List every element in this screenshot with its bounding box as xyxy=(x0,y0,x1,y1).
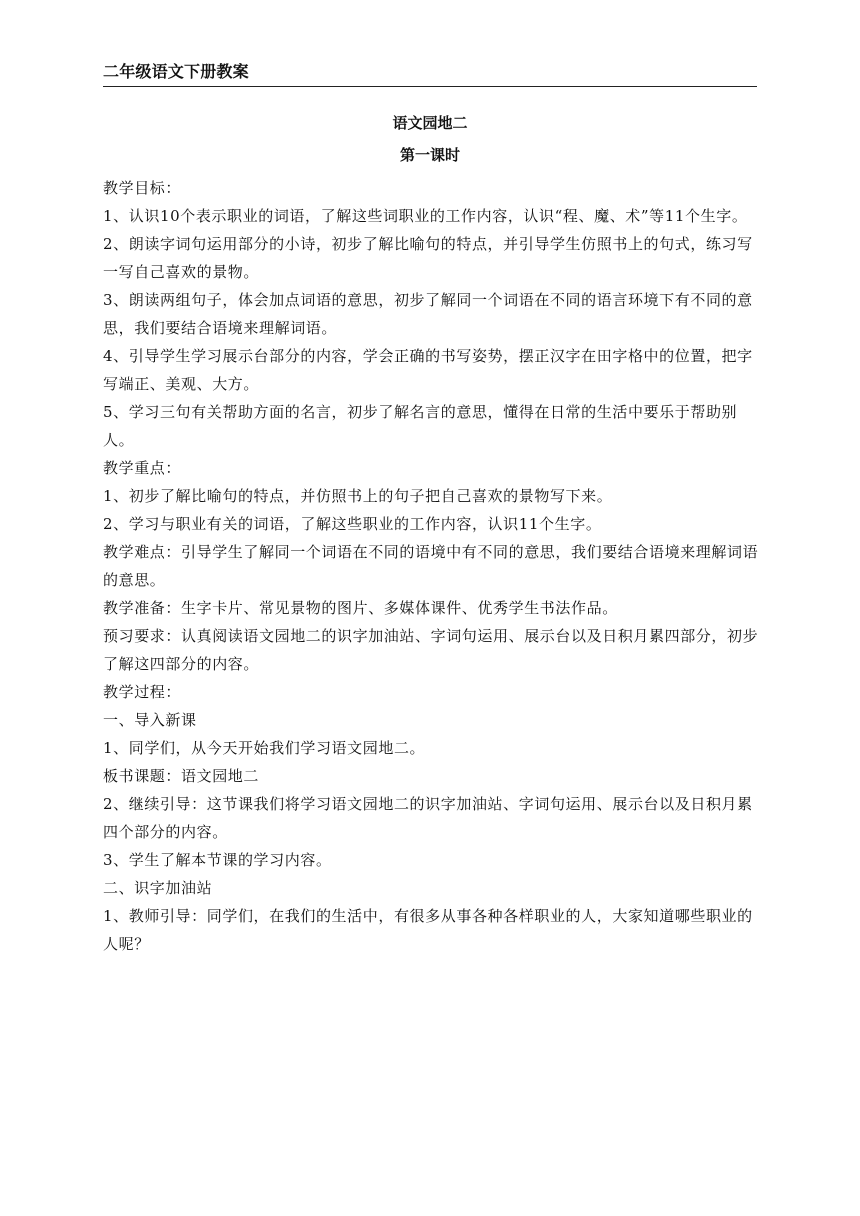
paragraph: 1、认识10个表示职业的词语，了解这些词职业的工作内容，认识“程、魔、术”等11个生字。 xyxy=(103,207,748,225)
section-heading-objectives: 教学目标： xyxy=(103,179,182,197)
section-heading-key-points: 教学重点： xyxy=(103,459,182,477)
paragraph-difficulties: 教学难点：引导学生了解同一个词语在不同的语境中有不同的意思，我们要结合语境来理解词语的意思。 xyxy=(103,543,759,589)
paragraph: 3、朗读两组句子，体会加点词语的意思，初步了解同一个词语在不同的语言环境下有不同的意思，我们要结合语境来理解词语。 xyxy=(103,291,753,337)
page-header xyxy=(103,62,757,87)
paragraph: 1、初步了解比喻句的特点，并仿照书上的句子把自己喜欢的景物写下来。 xyxy=(103,487,613,505)
paragraph: 板书课题：语文园地二 xyxy=(103,767,260,785)
paragraph: 3、学生了解本节课的学习内容。 xyxy=(103,851,332,869)
document-title: 语文园地二 xyxy=(392,114,468,132)
paragraph: 4、引导学生学习展示台部分的内容，学会正确的书写姿势，摆正汉字在田字格中的位置，把字写端正、美观、大方。 xyxy=(103,347,753,393)
paragraph-preparation: 教学准备：生字卡片、常见景物的图片、多媒体课件、优秀学生书法作品。 xyxy=(103,599,618,617)
paragraph: 1、同学们，从今天开始我们学习语文园地二。 xyxy=(103,739,426,757)
paragraph: 2、学习与职业有关的词语，了解这些职业的工作内容，认识11个生字。 xyxy=(103,515,602,533)
header-title: 二年级语文下册教案 xyxy=(103,62,249,81)
document-subtitle: 第一课时 xyxy=(399,146,460,164)
paragraph: 5、学习三句有关帮助方面的名言，初步了解名言的意思，懂得在日常的生活中要乐于帮助别人。 xyxy=(103,403,738,449)
paragraph: 2、朗读字词句运用部分的小诗，初步了解比喻句的特点，并引导学生仿照书上的句式，练习写一写自己喜欢的景物。 xyxy=(103,235,753,281)
paragraph: 2、继续引导：这节课我们将学习语文园地二的识字加油站、字词句运用、展示台以及日积月累四个部分的内容。 xyxy=(103,795,753,841)
section-heading-literacy: 二、识字加油站 xyxy=(103,879,213,897)
paragraph: 1、教师引导：同学们，在我们的生活中，有很多从事各种各样职业的人，大家知道哪些职业的人呢？ xyxy=(103,907,753,953)
section-heading-process: 教学过程： xyxy=(103,683,182,701)
section-heading-intro: 一、导入新课 xyxy=(103,711,197,729)
paragraph-preview: 预习要求：认真阅读语文园地二的识字加油站、字词句运用、展示台以及日积月累四部分，初步了解这四部分的内容。 xyxy=(103,627,759,673)
document-body xyxy=(103,174,761,958)
